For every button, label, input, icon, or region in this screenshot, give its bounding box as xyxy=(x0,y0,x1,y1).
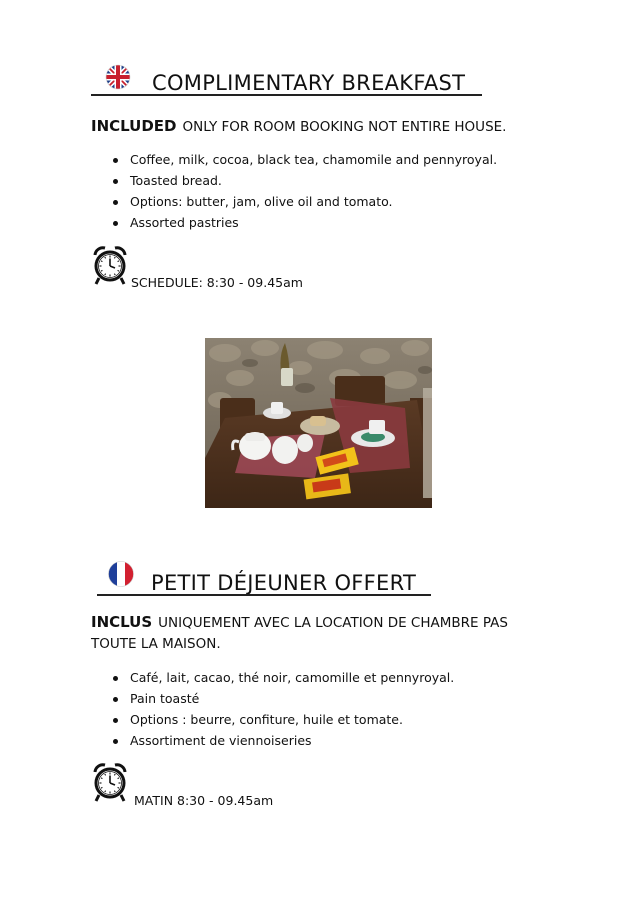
france-flag-icon xyxy=(108,561,134,587)
alarm-clock-icon xyxy=(91,244,129,288)
english-title-underline xyxy=(91,94,482,96)
english-title: COMPLIMENTARY BREAKFAST xyxy=(152,71,466,95)
list-item: Toasted bread. xyxy=(113,170,497,191)
english-included-line xyxy=(91,117,506,135)
french-title-underline xyxy=(97,594,431,596)
included-label: INCLUDED xyxy=(91,117,177,135)
list-item: Assortiment de viennoiseries xyxy=(113,730,454,751)
list-item: Options: butter, jam, olive oil and tomato. xyxy=(113,191,497,212)
list-item: Coffee, milk, cocoa, black tea, chamomile and pennyroyal. xyxy=(113,149,497,170)
english-items-list xyxy=(113,149,497,233)
uk-flag-icon xyxy=(105,64,131,90)
included-text: UNIQUEMENT AVEC LA LOCATION DE CHAMBRE PAS xyxy=(158,615,508,631)
breakfast-table-photo xyxy=(205,338,432,508)
french-included-line-2: TOUTE LA MAISON. xyxy=(91,636,221,652)
french-items-list xyxy=(113,667,454,751)
list-item: Café, lait, cacao, thé noir, camomille et pennyroyal. xyxy=(113,667,454,688)
alarm-clock-icon xyxy=(91,761,129,805)
list-item: Pain toasté xyxy=(113,688,454,709)
french-title: PETIT DÉJEUNER OFFERT xyxy=(151,571,417,595)
list-item: Options : beurre, confiture, huile et tomate. xyxy=(113,709,454,730)
list-item: Assorted pastries xyxy=(113,212,497,233)
included-text: ONLY FOR ROOM BOOKING NOT ENTIRE HOUSE. xyxy=(182,119,507,135)
french-included-line xyxy=(91,613,508,631)
french-schedule: MATIN 8:30 - 09.45am xyxy=(134,793,274,808)
english-schedule: SCHEDULE: 8:30 - 09.45am xyxy=(131,275,303,290)
included-label: INCLUS xyxy=(91,613,153,631)
